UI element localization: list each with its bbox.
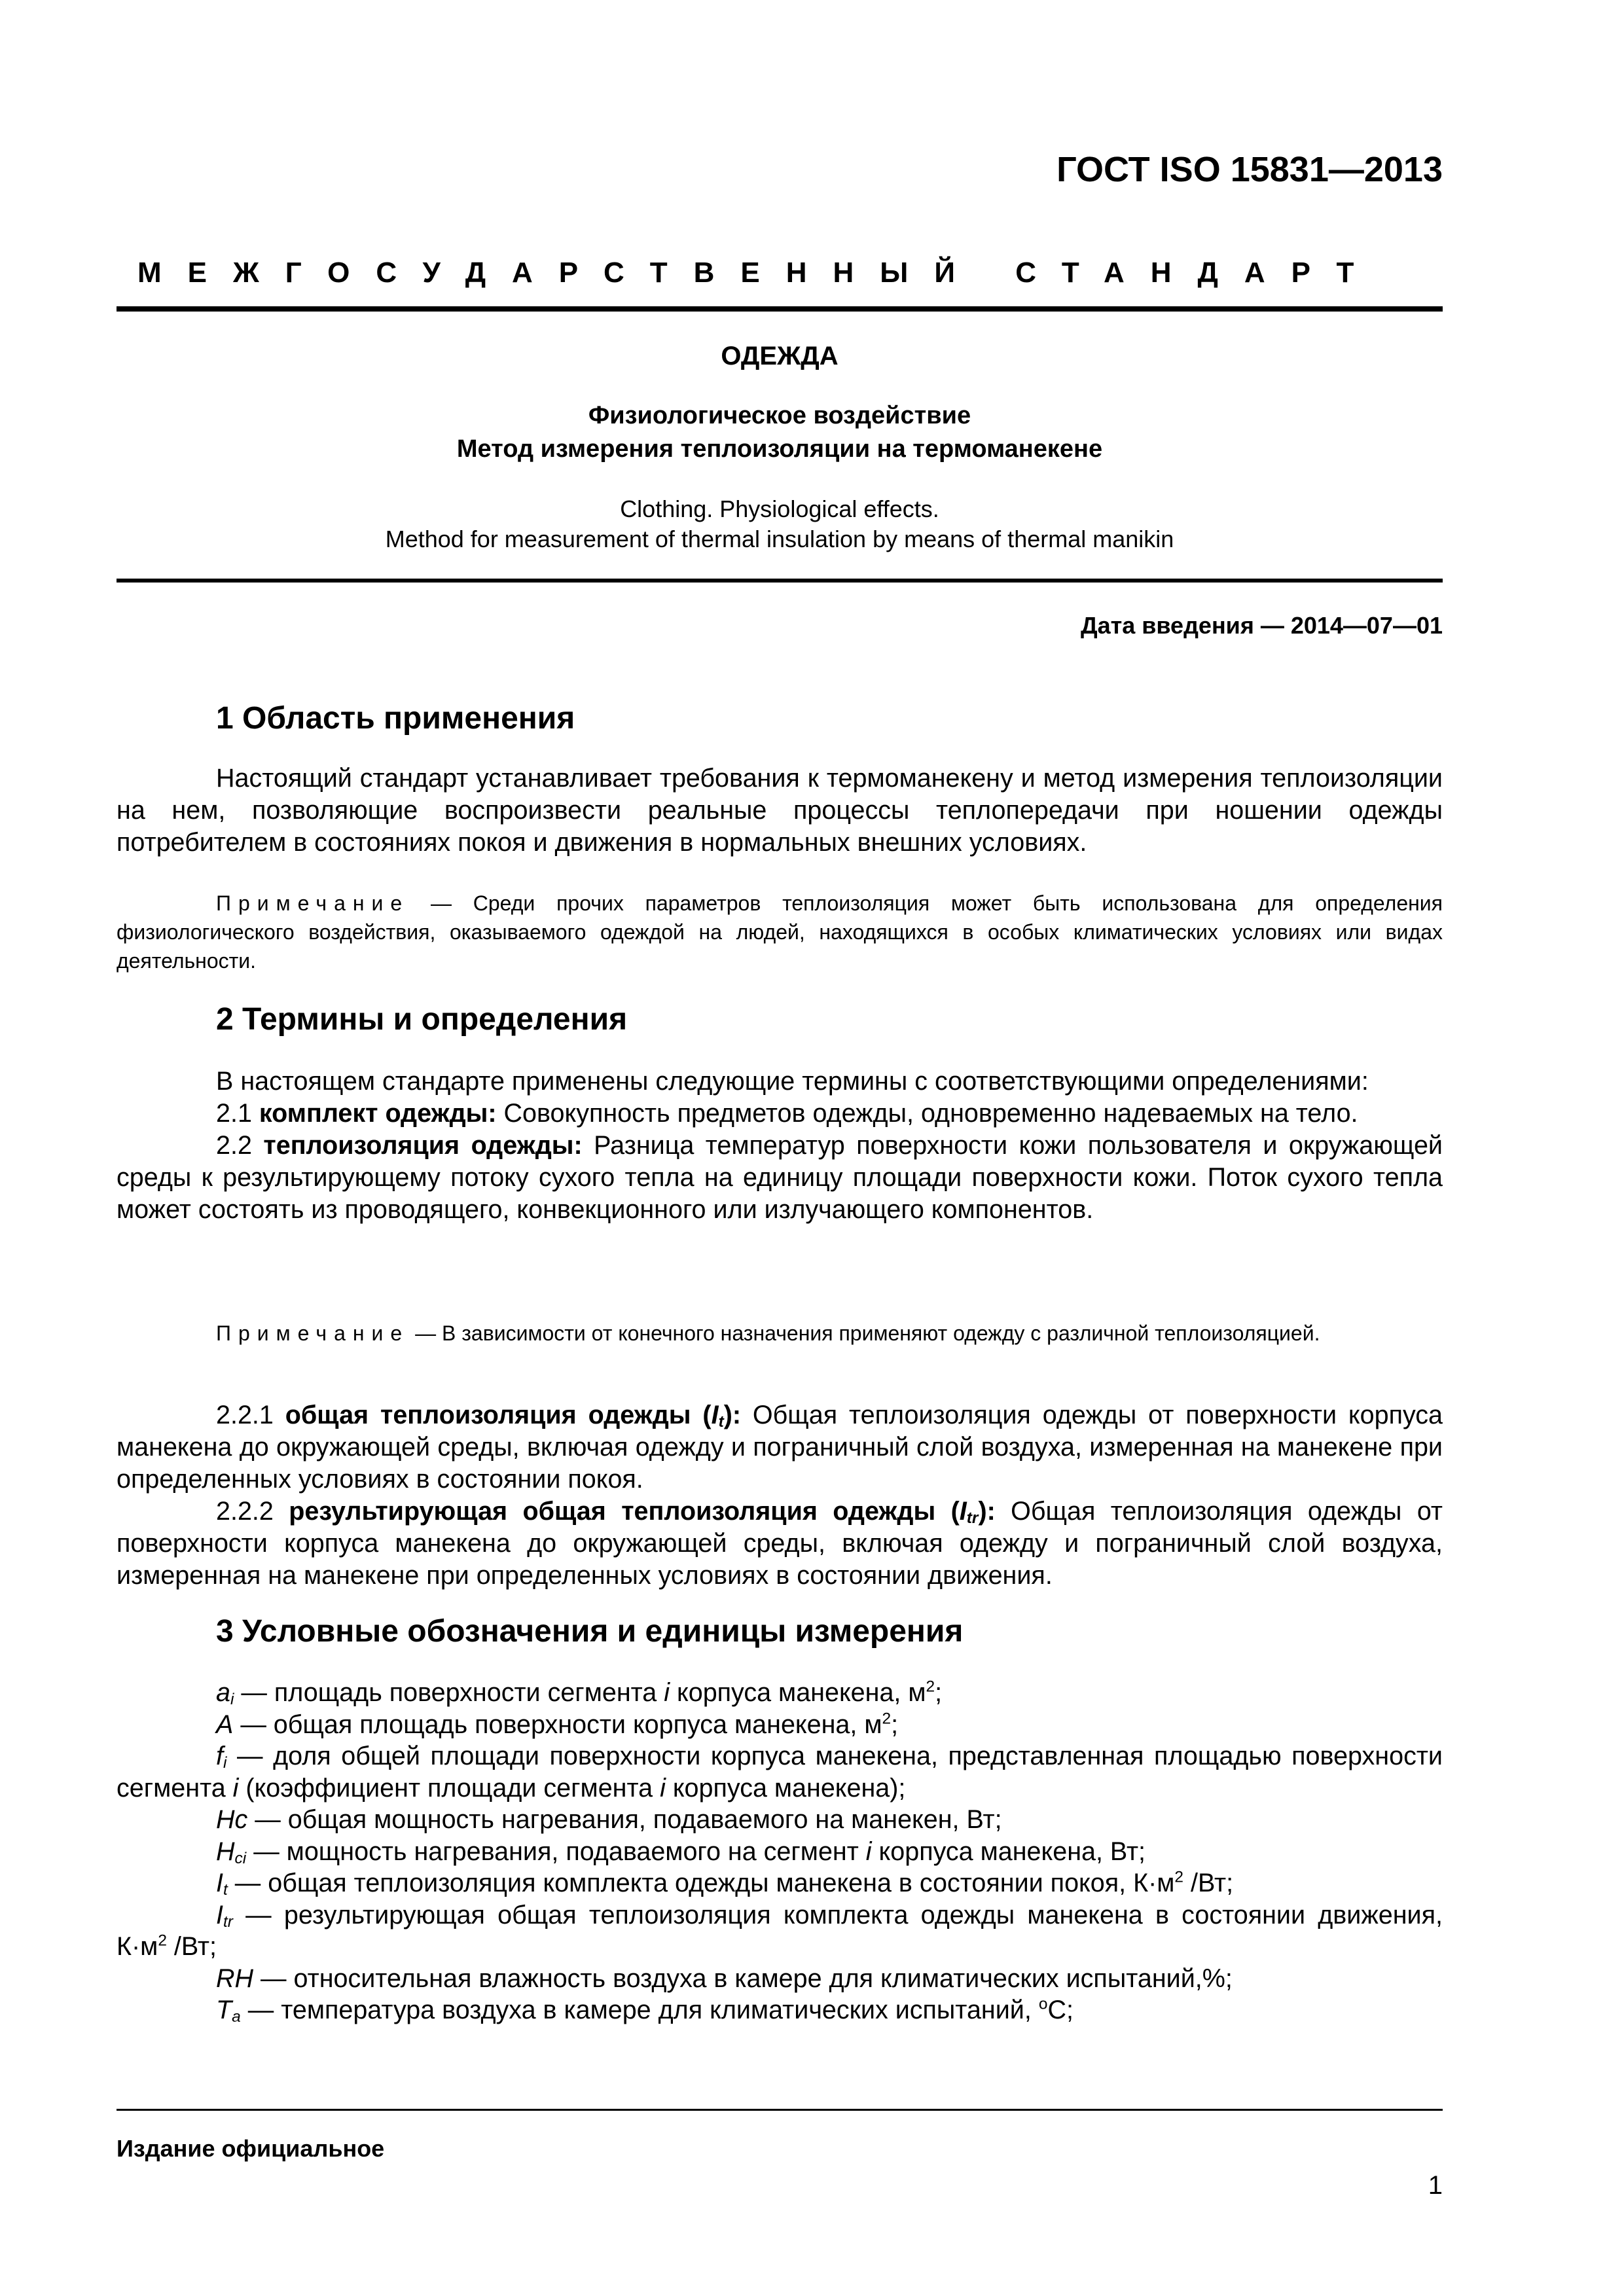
title-english-1: Clothing. Physiological effects. (620, 495, 939, 522)
term-2-2-name: теплоизоляция одежды: (263, 1131, 583, 1160)
term-2-1-name: комплект одежды: (259, 1099, 497, 1128)
symbol-item: RH — относительная влажность воздуха в камере для климатических испытаний,%; (216, 1964, 1233, 1993)
symbol-item: $I_t$ — общая теплоизоляция комплекта одежды манекена в состоянии покоя, $К\cdot м^2$ /Вт; (216, 1868, 1234, 1899)
symbol-item: Hc — общая мощность нагревания, подаваемого на манекен, Вт; (216, 1805, 1002, 1834)
section-3-heading: 3 Условные обозначения и единицы измерения (216, 1614, 964, 1649)
title-subtitle-1: Физиологическое воздействие (588, 402, 971, 429)
official-edition-label: Издание официальное (117, 2135, 385, 2162)
symbols-list (117, 1677, 1443, 2026)
note-label: Примечание (216, 891, 410, 915)
section-1-paragraph: Настоящий стандарт устанавливает требования к термоманекену и метод измерения теплоизоляции на нем, позволяющие воспроизвести реальные процессы теплопередачи при ношении одежды потребителем в состояниях покоя и движения в нормальных внешних условиях. (117, 764, 1443, 857)
introduction-date: Дата введения — 2014—07—01 (1080, 612, 1443, 639)
section-1-note (117, 889, 1443, 975)
term-2-2: 2.2 теплоизоляция одежды: Разница температур поверхности кожи пользователя и окружающей среды к результирующему потоку сухого тепла на единицу площади поверхности кожи. Поток сухого тепла может состоять из проводящего, конвекционного или излучающего компонентов. (117, 1131, 1443, 1224)
page-number: 1 (1428, 2171, 1443, 2200)
symbol-item: $H_{ci}$ — мощность нагревания, подаваемого на сегмент i корпуса манекена, Вт; (216, 1837, 1146, 1867)
term-2-1: 2.1 комплект одежды: Совокупность предметов одежды, одновременно надеваемых на тело. (216, 1099, 1358, 1128)
title-english-2: Method for measurement of thermal insulation by means of thermal manikin (385, 526, 1174, 552)
document-id: ГОСТ ISO 15831—2013 (1056, 150, 1443, 189)
term-2-2-2: 2.2.2 результирующая общая теплоизоляция одежды $(I_{tr})$: Общая теплоизоляция одежды от поверхности корпуса манекена до окружающей среды, включая одежду и пограничный слой воздуха, измеренная на манекене при определенных условиях в состоянии движения. (117, 1497, 1443, 1590)
section-2-body (117, 1066, 1443, 1226)
section-1-body (117, 762, 1443, 859)
interstate-standard-label: МЕЖГОСУДАРСТВЕННЫЙ СТАНДАРТ (137, 257, 1380, 289)
title-main: ОДЕЖДА (721, 342, 839, 370)
header-rule (117, 306, 1443, 312)
symbol-item: $T_a$ — температура воздуха в камере для климатических испытаний, $^o$С; (216, 1995, 1074, 2026)
section-2-note (117, 1319, 1443, 1348)
symbol-item: $f_i$ — доля общей площади поверхности корпуса манекена, представленная площадью поверхности сегмента i (коэффициент площади сегмента i корпуса манекена); (117, 1742, 1443, 1803)
symbol-item: $a_i$ — площадь поверхности сегмента i корпуса манекена, $м^2$; (216, 1677, 943, 1708)
section-2-subterms (117, 1399, 1443, 1592)
section-1-heading: 1 Область применения (216, 701, 575, 736)
footer-rule (117, 2109, 1443, 2111)
note-label: Примечание (216, 1321, 410, 1345)
symbol-item: $I_{tr}$ — результирующая общая теплоизоляция комплекта одежды манекена в состоянии движения, $К\cdot м^2$ /Вт; (117, 1900, 1443, 1961)
term-2-2-1: 2.2.1 общая теплоизоляция одежды $(I_t)$: Общая теплоизоляция одежды от поверхности корпуса манекена до окружающей среды, включая одежду и пограничный слой воздуха, измеренная на манекене при определенных условиях в состоянии покоя. (117, 1401, 1443, 1494)
note-text: — Среди прочих параметров теплоизоляция может быть использована для определения физиологического воздействия, оказываемого одеждой на людей, находящихся в особых климатических условиях или видах деятельности. (117, 891, 1443, 973)
title-rule (117, 579, 1443, 583)
section-2-heading: 2 Термины и определения (216, 1002, 628, 1037)
title-subtitle-2: Метод измерения теплоизоляции на термоманекене (456, 435, 1103, 463)
note-text: — В зависимости от конечного назначения применяют одежду с различной теплоизоляцией. (409, 1321, 1320, 1345)
section-2-intro: В настоящем стандарте применены следующие термины с соответствующими определениями: (216, 1067, 1369, 1096)
symbol-item: A — общая площадь поверхности корпуса манекена, $м^2$; (216, 1709, 899, 1739)
